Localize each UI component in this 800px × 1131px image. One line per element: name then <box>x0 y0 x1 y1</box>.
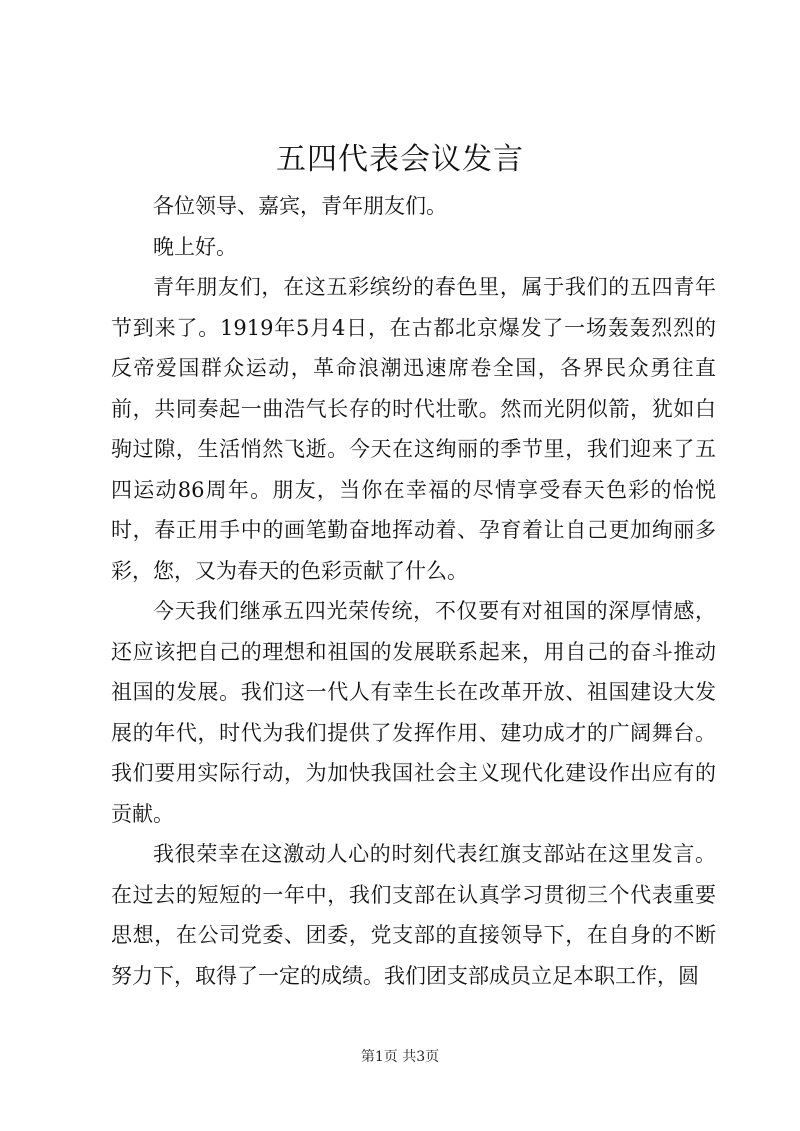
paragraph-branch-speech: 我很荣幸在这激动人心的时刻代表红旗支部站在这里发言。在过去的短短的一年中，我们支部在认真学习贯彻三个代表重要思想，在公司党委、团委，党支部的直接领导下，在自身的不断努力下，取得了一定的成绩。我们团支部成员立足本职工作，圆 <box>111 842 716 988</box>
paragraph-inherit-tradition: 今天我们继承五四光荣传统，不仅要有对祖国的深厚情感，还应该把自己的理想和祖国的发展联系起来，用自己的奋斗推动祖国的发展。我们这一代人有幸生长在改革开放、祖国建设大发展的年代，时代为我们提供了发挥作用、建功成才的广阔舞台。我们要用实际行动，为加快我国社会主义现代化建设作出应有的贡献。 <box>111 599 716 826</box>
document-body <box>111 186 716 996</box>
paragraph-greeting: 各位领导、嘉宾，青年朋友们。 <box>153 194 447 218</box>
document-title: 五四代表会议发言 <box>276 142 524 177</box>
paragraph-good-evening: 晚上好。 <box>153 234 237 259</box>
page-number-footer: 第1页 共3页 <box>360 1049 440 1065</box>
paragraph-may-fourth-history: 青年朋友们，在这五彩缤纷的春色里，属于我们的五四青年节到来了。1919年5月4日，在古都北京爆发了一场轰轰烈烈的反帝爱国群众运动，革命浪潮迅速席卷全国，各界民众勇往直前，共同奏起一曲浩气长存的时代壮歌。然而光阴似箭，犹如白驹过隙，生活悄然飞逝。今天在这绚丽的季节里，我们迎来了五四运动86周年。朋友，当你在幸福的尽情享受春天色彩的怡悦时，春正用手中的画笔勤奋地挥动着、孕育着让自己更加绚丽多彩，您，又为春天的色彩贡献了什么。 <box>111 275 716 583</box>
